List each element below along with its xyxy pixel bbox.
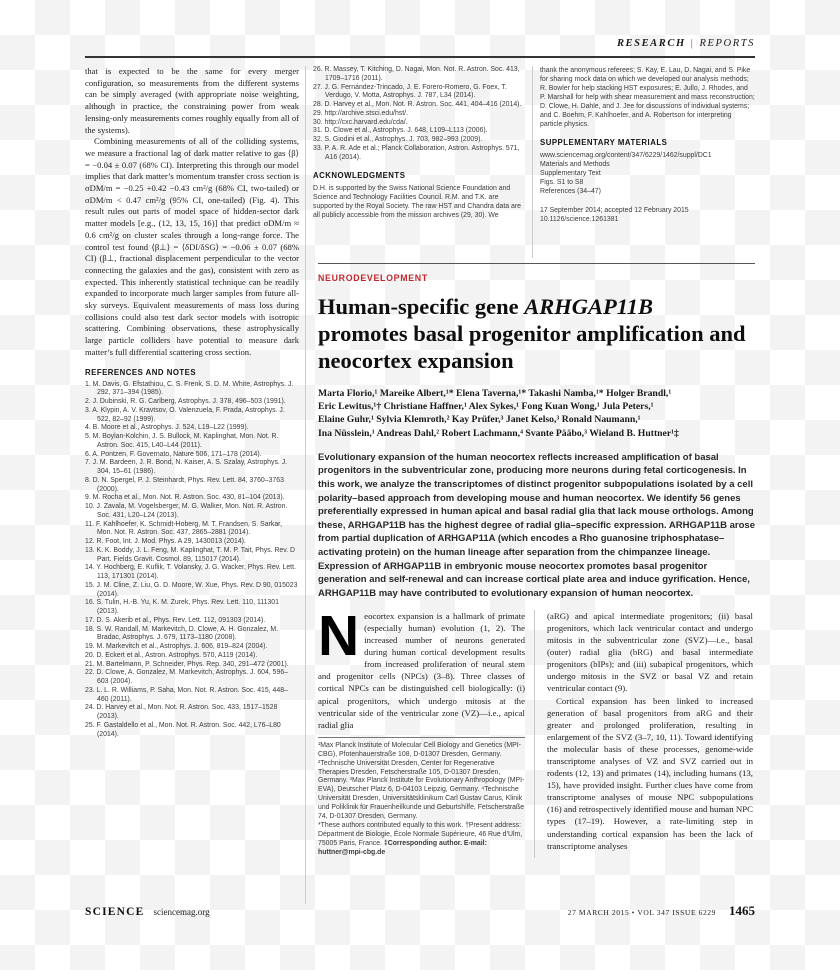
reference-list <box>85 381 299 740</box>
footnote-contributions: *These authors contributed equally to this work. †Present address: Départment de Biologie, École Normale Supérieure, 46 Rue d’Ulm, 75005 Paris, France. <box>318 821 523 847</box>
article-neurodevelopment <box>318 263 755 858</box>
right-column-top <box>540 66 755 224</box>
middle-column-top <box>313 66 525 220</box>
article-body-col1 <box>318 603 525 858</box>
reference-item: 27. J. G. Fernández-Trincado, J. E. Forero-Romero, G. Foex, T. Verdugo, V. Motta, Astrophys. J. 787, L34 (2014). <box>313 83 507 100</box>
reference-item: 29. http://archive.stsci.edu/hst/. <box>313 109 408 117</box>
reference-list <box>313 66 525 162</box>
author-block <box>318 387 755 440</box>
footnote-corresponding-author: ‡Corresponding author. E-mail: huttner@mpi-cbg.de <box>318 839 487 856</box>
reference-item: 11. F. Kahlhoefer, K. Schmidt-Hoberg, M. T. Frandsen, S. Sarkar, Mon. Not. R. Astron. Soc. 437, 2865–2881 (2014). <box>85 520 282 537</box>
masthead <box>617 38 755 49</box>
journal-site: sciencemag.org <box>153 907 210 917</box>
body-paragraph: Cortical expansion has been linked to increased generation of basal progenitors from aRG and their greater and prolonged proliferation, resulting in enlargement of the SVZ (3–7, 10, 11). Toward identifying the molecular basis of these processes, genome-wide transcriptome analyses of VZ and SVZ carried out in rodents (12, 13) and primates (14), including humans (13, 15), have provided insight. Further clues have come from transcriptome analyses of mouse NPC subpopulations (16) and retrospectively identified mouse and human NPC types (17–19). However, a rate-limiting step in understanding cortical expansion has been the lack of transcriptome analyses <box>547 695 753 851</box>
title-text: Human-specific gene <box>318 294 525 319</box>
dates-block <box>540 206 755 224</box>
reference-item: 22. D. Clowe, A. Gonzalez, M. Markevitch, Astrophys. J. 604, 596–603 (2004). <box>85 669 288 686</box>
reference-item: 10. J. Zavala, M. Vogelsberger, M. G. Walker, Mon. Not. R. Astron. Soc. 431, L20–L24 (2013). <box>85 503 288 519</box>
body-paragraph-text: eocortex expansion is a hallmark of primate (especially human) evolution (1, 2). The increased number of neurons generated during human cortical development results from increased proliferation of neural stem and progenitor cells (NPCs) (3–8). Three classes of cortical NPCs can be distinguished cell biologically: (i) apical progenitors, which undergo mitosis at the ventricular side of the ventricular zone (VZ)—i.e., apical radial glia <box>318 610 525 730</box>
supplementary-line: Materials and Methods <box>540 161 610 168</box>
column-rule-left <box>305 66 306 904</box>
acknowledgments-text: D.H. is supported by the Swiss National Science Foundation and Science and Technology Facilities Council. R.M. and T.K. are supported by the Royal Society. The raw HST and Chandra data are all publicly accessible from the mission archives (29, 30). We <box>313 185 521 220</box>
masthead-rule <box>85 56 755 58</box>
supplementary-heading: SUPPLEMENTARY MATERIALS <box>540 138 668 147</box>
author-line: Marta Florio,¹ Mareike Albert,¹* Elena Taverna,¹* Takashi Namba,¹* Holger Brandl,¹ <box>318 388 672 399</box>
reference-item: 1. M. Davis, G. Efstathiou, C. S. Frenk, S. D. M. White, Astrophys. J. 292, 371–394 (1985). <box>85 380 294 397</box>
author-line: Ina Nüsslein,¹ Andreas Dahl,² Robert Lachmann,⁴ Svante Pääbo,³ Wieland B. Huttner¹‡ <box>318 427 679 439</box>
reference-item: 28. D. Harvey et al., Mon. Not. R. Astron. Soc. 441, 404–416 (2014). <box>313 101 522 108</box>
reference-item: 18. S. W. Randall, M. Markevitch, D. Clowe, A. H. Gonzalez, M. Bradac, Astrophys. J. 679, 1173–1180 (2008). <box>85 625 279 642</box>
article-title <box>318 293 755 374</box>
reference-item: 30. http://cxc.harvard.edu/cda/. <box>313 118 408 126</box>
article-category: NEURODEVELOPMENT <box>318 273 428 283</box>
reference-item: 23. L. L. R. Williams, P. Saha, Mon. Not. R. Astron. Soc. 415, 448–460 (2011). <box>85 686 288 703</box>
reference-item: 26. R. Massey, T. Kitching, D. Nagai, Mon. Not. R. Astron. Soc. 413, 1709–1716 (2011). <box>313 66 520 82</box>
issue-line: 27 MARCH 2015 • VOL 347 ISSUE 6229 <box>567 908 716 917</box>
acknowledgments-heading: ACKNOWLEDGMENTS <box>313 171 406 181</box>
dropcap-letter: N <box>318 603 360 668</box>
body-paragraph: (aRG) and apical intermediate progenitors; (ii) basal progenitors, which lack ventricular contact and undergo mitosis in the subventricular zone (SVZ)—i.e., basal (outer) radial glia (bRG) and basal intermediate progenitors (bIPs); and (iii) subapical progenitors, which undergo mitosis in the SVZ or basal VZ and retain ventricular contact (9). <box>547 610 753 694</box>
article-body-columns <box>318 603 755 858</box>
reference-item: 4. B. Moore et al., Astrophys. J. 524, L19–L22 (1999). <box>85 424 249 432</box>
title-text-rest: promotes basal progenitor amplification and neocortex expansion <box>318 321 746 373</box>
reference-item: 8. D. N. Spergel, P. J. Steinhardt, Phys. Rev. Lett. 84, 3760–3763 (2000). <box>85 476 284 493</box>
left-column <box>85 66 299 739</box>
supplementary-line: www.sciencemag.org/content/347/6229/1462/suppl/DC1 <box>540 152 712 159</box>
reference-item: 20. D. Eckert et al., Astron. Astrophys. 570, A119 (2014). <box>85 651 258 659</box>
masthead-section: RESEARCH <box>616 38 686 49</box>
page-number: 1465 <box>729 903 755 918</box>
reference-item: 6. A. Pontzen, F. Governato, Nature 506, 171–178 (2014). <box>85 450 262 458</box>
reference-item: 7. J. M. Bardeen, J. R. Bond, N. Kaiser, A. S. Szalay, Astrophys. J. 304, 15–61 (1986). <box>85 459 288 476</box>
page-footer <box>85 902 755 920</box>
author-line: Elaine Guhr,¹ Sylvia Klemroth,² Kay Prüfer,³ Janet Kelso,³ Ronald Naumann,¹ <box>318 414 641 426</box>
received-accepted-line: 17 September 2014; accepted 12 February 2015 <box>540 207 689 214</box>
reference-item: 31. D. Clowe et al., Astrophys. J. 648, L109–L113 (2006). <box>313 127 488 135</box>
masthead-divider: | <box>690 38 695 49</box>
footer-right <box>568 902 755 920</box>
reference-item: 21. M. Bartelmann, P. Schneider, Phys. Rep. 340, 291–472 (2001). <box>85 660 289 668</box>
reference-item: 2. J. Dubinski, R. G. Carlberg, Astrophys. J. 378, 496–503 (1991). <box>85 398 286 406</box>
reference-item: 25. F. Gastaldello et al., Mon. Not. R. Astron. Soc. 442, L76–L80 (2014). <box>85 721 281 738</box>
author-line: Eric Lewitus,¹† Christiane Haffner,¹ Alex Sykes,¹ Fong Kuan Wong,¹ Jula Peters,¹ <box>318 401 654 413</box>
body-paragraph <box>318 603 525 731</box>
reference-item: 14. Y. Hochberg, E. Kuflik, T. Volansky, J. G. Wacker, Phys. Rev. Lett. 113, 171301 (2014). <box>85 564 296 581</box>
reference-item: 15. J. M. Cline, Z. Liu, G. D. Moore, W. Xue, Phys. Rev. D 90, 015023 (2014). <box>85 581 298 598</box>
reference-item: 33. P. A. R. Ade et al.; Planck Collaboration, Astron. Astrophys. 571, A16 (2014). <box>313 144 520 161</box>
supplementary-line: Figs. S1 to S8 <box>540 179 584 186</box>
masthead-subsection: REPORTS <box>699 38 755 49</box>
footer-left <box>85 902 210 920</box>
article-body-col2 <box>534 610 753 858</box>
reference-item: 13. K. K. Boddy, J. L. Feng, M. Kaplinghat, T. M. P. Tait, Phys. Rev. D Part. Fields Gravit. Cosmol. 89, 115017 (2014). <box>85 546 296 563</box>
reference-item: 17. D. S. Akerib et al., Phys. Rev. Lett. 112, 091303 (2014). <box>85 616 266 624</box>
column-rule-middle <box>532 66 533 258</box>
footnote-affiliations: ¹Max Planck Institute of Molecular Cell Biology and Genetics (MPI-CBG), Pfotenhauerstraße 108, D-01307 Dresden, Germany. ²Technische Universität Dresden, Center for Regenerative Therapies Dresden, Fetscherstraße 105, D-01307 Dresden, Germany. ³Max Planck Institute for Evolutionary Anthropology (MPI-EVA), Deutscher Platz 6, D-04103 Leipzig, Germany. ⁴Technische Universität Dresden, Universitätsklinikum Carl Gustav Carus, Klinik und Poliklinik für Frauenheilkunde und Geburtshilfe, Fetscherstraße 74, D-01307 Dresden, Germany. <box>318 741 525 821</box>
title-gene-italic: ARHGAP11B <box>524 294 654 319</box>
footnotes <box>318 737 525 858</box>
supplementary-line: Supplementary Text <box>540 170 601 177</box>
journal-name: SCIENCE <box>85 906 145 918</box>
reference-item: 12. R. Foot, Int. J. Mod. Phys. A 29, 1430013 (2014). <box>85 538 246 546</box>
reference-item: 19. M. Markevitch et al., Astrophys. J. 606, 819–824 (2004). <box>85 643 268 651</box>
references-heading: REFERENCES AND NOTES <box>85 367 197 377</box>
supplementary-list <box>540 151 755 196</box>
reference-item: 9. M. Rocha et al., Mon. Not. R. Astron. Soc. 430, 81–104 (2013). <box>85 494 285 502</box>
body-paragraph: Combining measurements of all of the colliding systems, we measure a fractional lag of dark matter relative to gas ⟨β⟩ = −0.04 ± 0.07 (68% CI). Interpreting this through our model implies that dark matter’s momentum transfer cross section is σDM/m = −0.25 +0.42 −0.43 cm²/g (68% CI, two-tailed) or σDM/m < 0.47 cm²/g (95% CI, one-tailed) (Fig. 4). This result rules out parts of model space of hidden-sector dark matter models [e.g., (12, 13, 15, 16)] that predict σDM/m ≈ 0.6 cm²/g on cluster scales through a long-range force. The control test found ⟨β⊥⟩ = ⟨δDI/δSG⟩ = −0.06 ± 0.07 (68% CI) (β⊥, fractional displacement perpendicular to the vector connecting the galaxies and the gas), consistent with zero as expected. This inherently statistical technique can be readily expanded to incorporate much larger samples from future all-sky surveys. Equivalent measurements of mass loss during collisions could also test dark sector models with isotropic scattering. Combining observations, these astrophysically large particle colliders have potential to measure dark matter’s full differential scattering cross section. <box>85 136 299 357</box>
supplementary-line: References (34–47) <box>540 188 601 195</box>
reference-item: 3. A. Klypin, A. V. Kravtsov, O. Valenzuela, F. Prada, Astrophys. J. 522, 82–92 (1999). <box>85 406 285 423</box>
reference-item: 5. M. Boylan-Kolchin, J. S. Bullock, M. Kaplinghat, Mon. Not. R. Astron. Soc. 415, L40–L44 (2011). <box>85 433 279 449</box>
body-paragraph: that is expected to be the same for every merger configuration, so measurements from the different systems can be simply averaged (with appropriate noise weighting, although in practice, the constraining power from weak lensing-only measurements comes roughly equally from all of the systems). <box>85 66 299 135</box>
acknowledgments-continued: thank the anonymous referees; S. Kay, E. Lau, D. Nagai, and S. Pike for sharing mock data on which we developed our analysis methods; R. Bowler for help stacking HST exposures; E. Jullo, J. Rhodes, and P. Marshall for help with shear measurement and mass reconstruction; D. Clowe, H. Dahle, and J. Jee for discussions of individual systems; and C. Boehm, F. Kahlhoefer, and A. Robertson for interpreting particle physics. <box>540 67 755 128</box>
reference-item: 16. S. Tulin, H.-B. Yu, K. M. Zurek, Phys. Rev. Lett. 110, 111301 (2013). <box>85 599 279 616</box>
abstract: Evolutionary expansion of the human neocortex reflects increased amplification of basal progenitors in the subventricular zone, producing more neurons during fetal corticogenesis. In this work, we analyze the transcriptomes of distinct progenitor subpopulations isolated by a cell polarity–based approach from developing mouse and human neocortex. We identify 56 genes preferentially expressed in human apical and basal radial glia that lack mouse orthologs. Among these, ARHGAP11B has the highest degree of radial glia–specific expression. ARHGAP11B arose from partial duplication of ARHGAP11A (which encodes a Rho guanosine triphosphatase–activating protein) on the human lineage after separation from the chimpanzee lineage. Expression of ARHGAP11B in embryonic mouse neocortex promotes basal progenitor generation and self-renewal and can increase cortical plate area and induce gyrification. Hence, ARHGAP11B may have contributed to evolutionary expansion of human neocortex. <box>318 451 755 599</box>
reference-item: 32. S. Giodini et al., Astrophys. J. 703, 982–993 (2009). <box>313 136 483 143</box>
doi-line: 10.1126/science.1261381 <box>540 216 619 223</box>
reference-item: 24. D. Harvey et al., Mon. Not. R. Astron. Soc. 433, 1517–1528 (2013). <box>85 704 278 721</box>
